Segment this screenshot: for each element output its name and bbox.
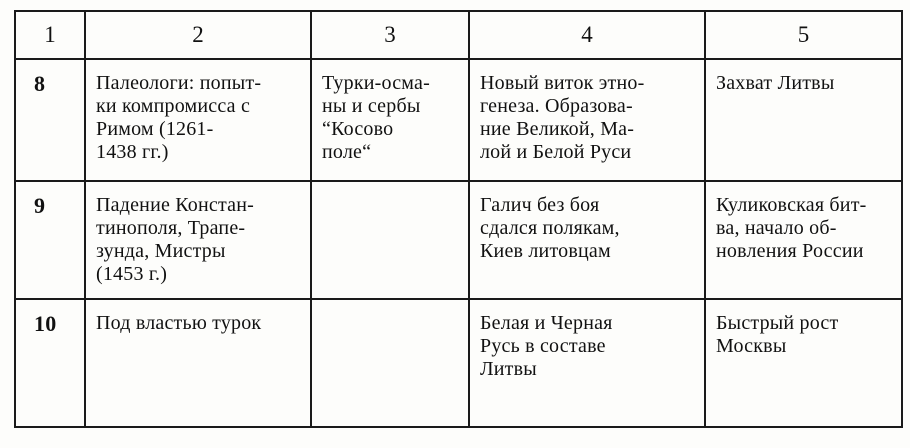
header-col-4: 4: [469, 11, 705, 59]
table-cell: [311, 59, 469, 181]
header-col-1: 1: [15, 11, 85, 59]
row-number: 9: [34, 192, 46, 218]
table-cell: [469, 181, 705, 299]
history-table: [14, 10, 903, 428]
table-cell: [705, 299, 902, 427]
cell-text: Галич без боя сдался полякам, Киев литовцам: [480, 193, 620, 262]
table-cell: [311, 181, 469, 299]
table-cell: [705, 59, 902, 181]
table-cell: [469, 299, 705, 427]
cell-text: Падение Констан- тинополя, Трапе- зунда, Мистры (1453 г.): [96, 193, 255, 285]
table-cell: [705, 181, 902, 299]
row-number: 8: [34, 71, 46, 96]
cell-text: Турки-осма- ны и сербы “Косово поле“: [322, 72, 430, 163]
table-cell: [85, 299, 311, 427]
row-number-cell: [15, 299, 85, 427]
cell-text: Быстрый рост Москвы: [716, 311, 839, 357]
cell-text: Под властью турок: [96, 311, 262, 334]
table-cell: [469, 59, 705, 181]
table-cell: [311, 299, 469, 427]
cell-text: Новый виток этно- генеза. Образова- ние Великой, Ма- лой и Белой Руси: [480, 72, 645, 163]
cell-text: Палеологи: попыт- ки компромисса с Римом (1261- 1438 гг.): [96, 72, 262, 163]
header-row: [15, 11, 902, 59]
cell-text: [312, 300, 468, 312]
table-row: [15, 181, 902, 299]
cell-text: Куликовская бит- ва, начало об- новления России: [716, 193, 867, 262]
row-number-cell: [15, 59, 85, 181]
row-number-cell: [15, 181, 85, 299]
table-cell: [85, 181, 311, 299]
header-col-3: 3: [311, 11, 469, 59]
row-number: 10: [34, 310, 57, 336]
table-row: [15, 299, 902, 427]
cell-text: Белая и Черная Русь в составе Литвы: [480, 311, 613, 380]
cell-text: [312, 182, 468, 194]
header-col-5: 5: [705, 11, 902, 59]
header-col-2: 2: [85, 11, 311, 59]
table-row: [15, 59, 902, 181]
table-cell: [85, 59, 311, 181]
cell-text: Захват Литвы: [716, 72, 835, 94]
